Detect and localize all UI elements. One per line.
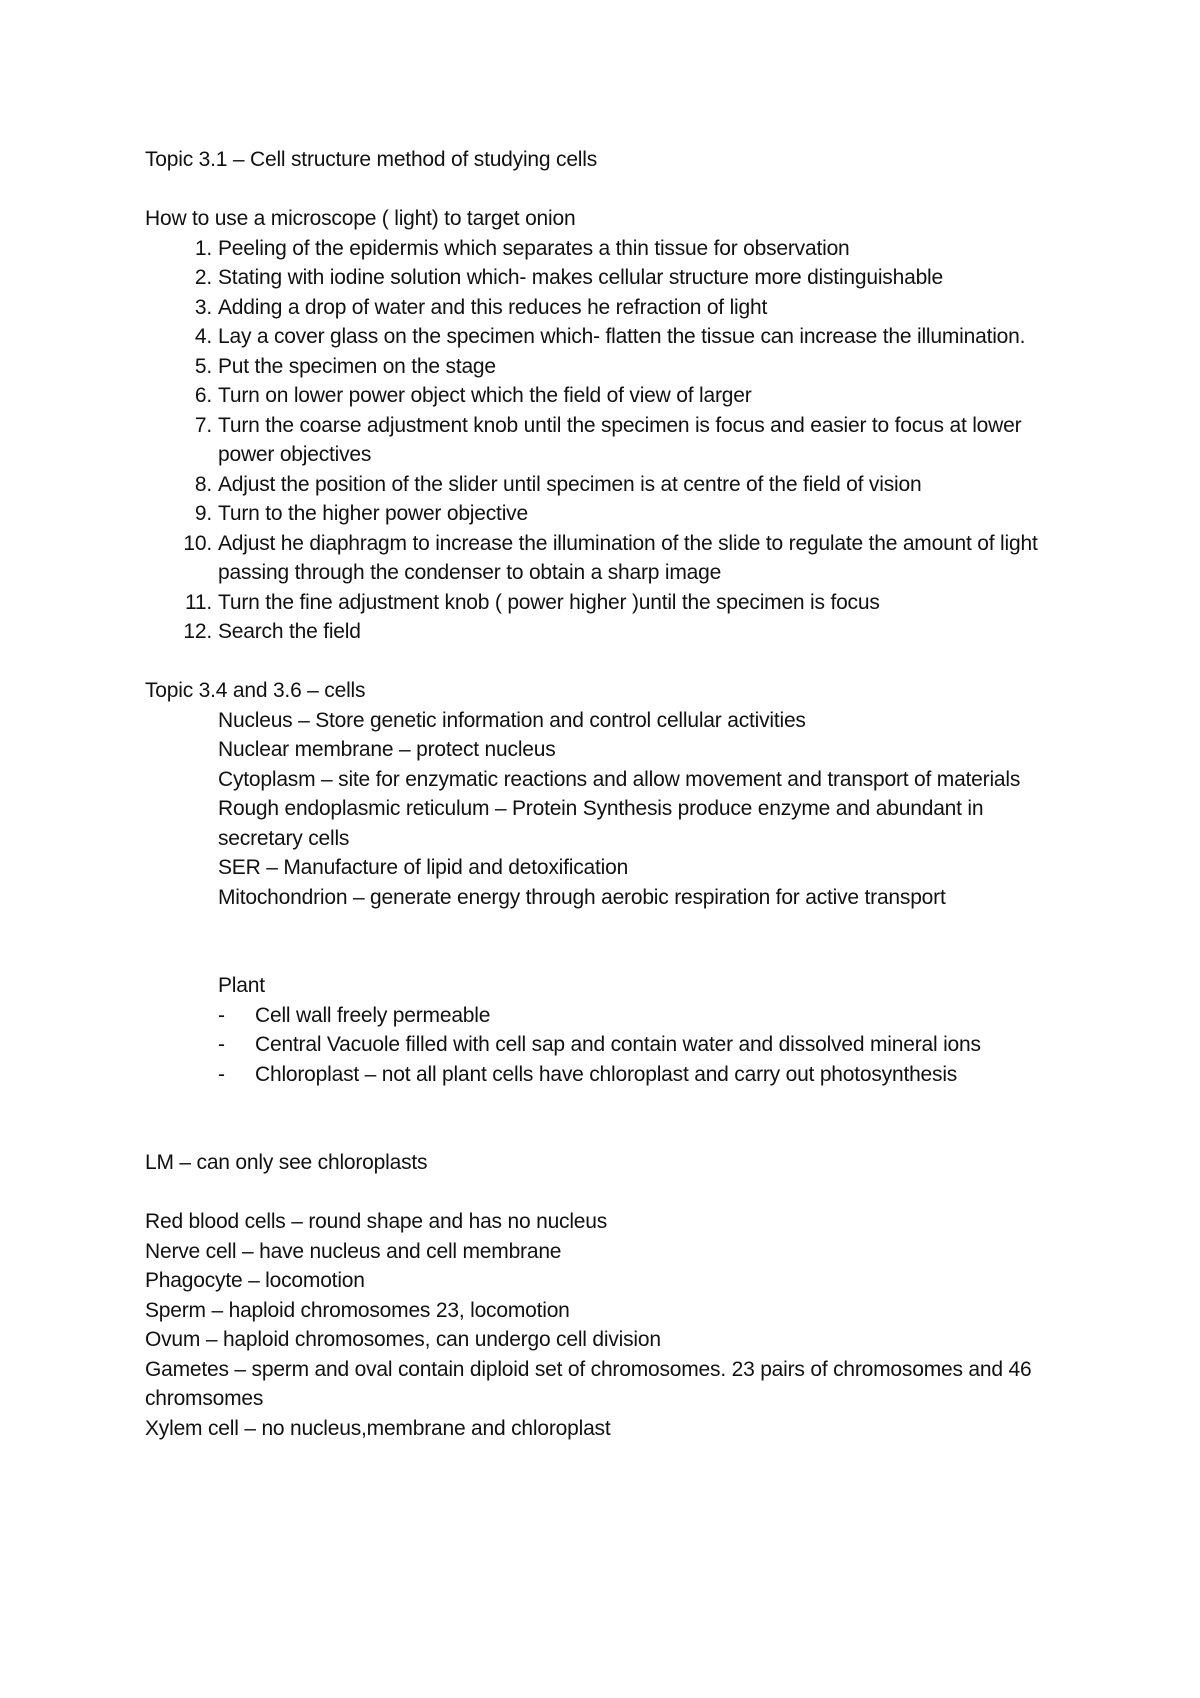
step-item: 11. Turn the fine adjustment knob ( power higher )until the specimen is focus [184,590,880,614]
step-item: 9. Turn to the higher power objective [194,502,528,525]
topic-3-4-heading: Topic 3.4 and 3.6 – cells [145,679,366,702]
cell-type-item: Phagocyte – locomotion [145,1269,365,1292]
microscope-subheading: How to use a microscope ( light) to target onion [145,207,576,230]
organelle-item: Rough endoplasmic reticulum – Protein Synthesis produce enzyme and abundant in secretary cells [218,797,984,850]
cell-type-item: Sperm – haploid chromosomes 23, locomotion [145,1298,570,1322]
plant-heading: Plant [218,974,265,997]
spacer [145,912,1065,971]
step-item: 6. Turn on lower power object which the field of view of larger [194,384,752,407]
cell-types-list [145,1207,1065,1443]
topic-3-1-heading: Topic 3.1 – Cell structure method of studying cells [145,148,598,171]
microscope-steps-list [145,234,1065,647]
step-item: 3. Adding a drop of water and this reduces he refraction of light [194,295,768,319]
spacer [145,1178,1065,1208]
lm-note: LM – can only see chloroplasts [145,1151,428,1174]
organelle-item: Nucleus – Store genetic information and control cellular activities [218,708,806,732]
step-item: 8. Adjust the position of the slider until specimen is at centre of the field of vision [194,472,922,496]
spacer [145,647,1065,677]
organelle-item: SER – Manufacture of lipid and detoxification [218,856,629,879]
cell-type-item: Xylem cell – no nucleus,membrane and chloroplast [145,1416,611,1440]
cell-type-item: Nerve cell – have nucleus and cell membrane [145,1239,562,1263]
plant-item: - Central Vacuole filled with cell sap and contain water and dissolved mineral ions [218,1033,981,1056]
step-item: 12. Search the field [183,620,361,643]
organelle-item: Cytoplasm – site for enzymatic reactions and allow movement and transport of materials [218,767,1021,791]
step-item: 10. Adjust he diaphragm to increase the illumination of the slide to regulate the amount of light passing through the condenser to obtain a sharp image [183,531,1038,584]
spacer [145,175,1065,205]
cell-type-item: Ovum – haploid chromosomes, can undergo cell division [145,1328,661,1351]
step-item: 7. Turn the coarse adjustment knob until the specimen is focus and easier to focus at lower power objectives [194,413,1022,466]
plant-list [145,1001,1065,1090]
organelle-item: Nuclear membrane – protect nucleus [218,738,556,761]
plant-item: - Cell wall freely permeable [218,1003,491,1027]
spacer [145,1089,1065,1148]
plant-item: - Chloroplast – not all plant cells have chloroplast and carry out photosynthesis [218,1062,958,1086]
cell-type-item: Gametes – sperm and oval contain diploid set of chromosomes. 23 pairs of chromosomes and 46 chromsomes [145,1357,1032,1410]
document-body [145,145,1065,1443]
organelle-item: Mitochondrion – generate energy through aerobic respiration for active transport [218,885,946,909]
step-item: 4. Lay a cover glass on the specimen which- flatten the tissue can increase the illumination. [194,325,1026,348]
step-item: 2. Stating with iodine solution which- makes cellular structure more distinguishable [194,266,943,289]
step-item: 5. Put the specimen on the stage [194,354,496,378]
cell-type-item: Red blood cells – round shape and has no nucleus [145,1210,608,1233]
step-item: 1. Peeling of the epidermis which separates a thin tissue for observation [194,236,850,260]
organelle-list [145,706,1065,913]
